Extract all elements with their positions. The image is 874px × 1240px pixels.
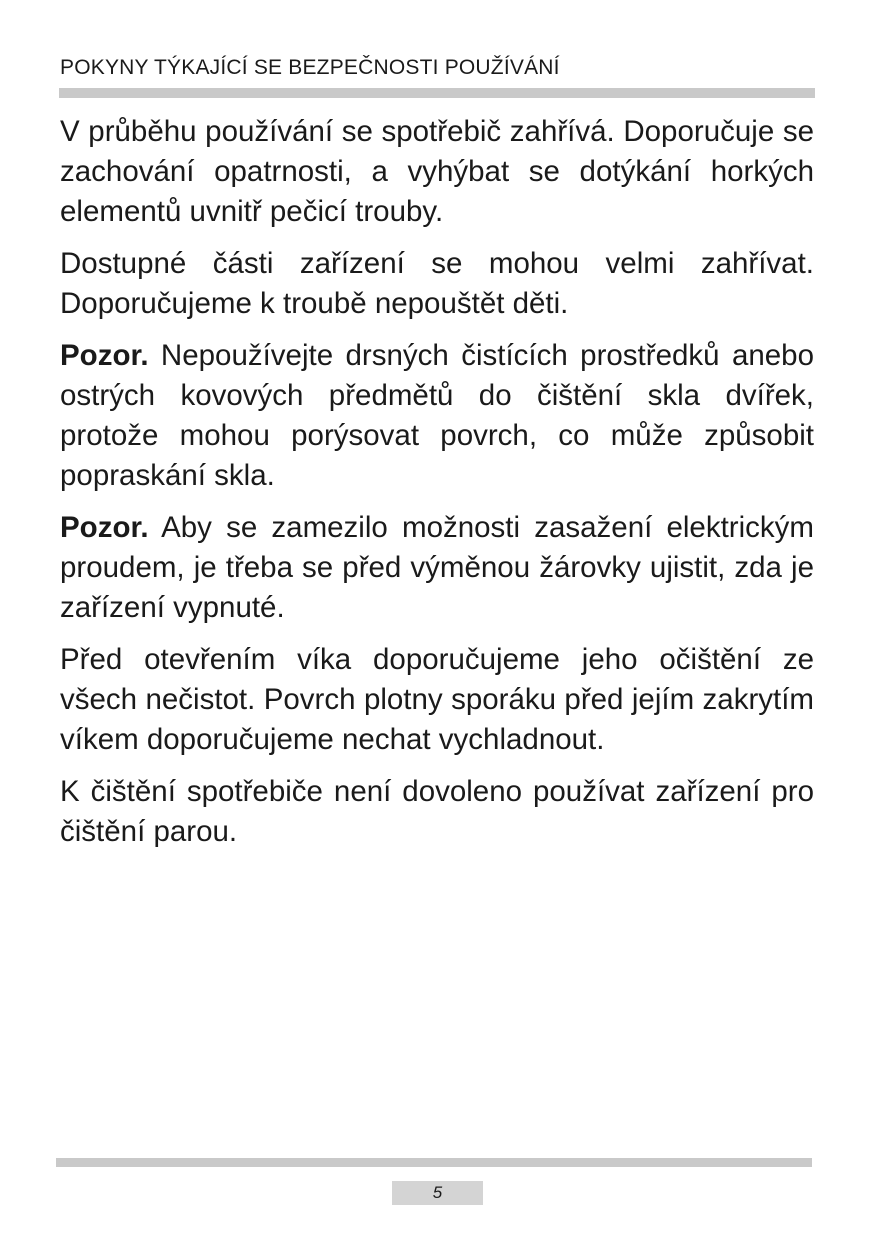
warning-label: Pozor.	[60, 511, 149, 544]
section-title: POKYNY TÝKAJÍCÍ SE BEZPEČNOSTI POUŽÍVÁNÍ	[60, 56, 560, 79]
header-divider	[59, 88, 815, 98]
paragraph-steam-cleaning	[60, 772, 814, 852]
paragraph-text: Nepoužívejte drsných čistících prostředků anebo ostrých kovových předmětů do čištění skla dvířek, protože mohou porýsovat povrch, co může způsobit popraskání skla.	[60, 339, 814, 492]
paragraph-hot-parts	[60, 244, 814, 324]
paragraph-text: V průběhu používání se spotřebič zahřívá. Doporučuje se zachování opatrnosti, a vyhýbat se dotýkání horkých elementů uvnitř pečicí trouby.	[60, 115, 814, 228]
page-number-box	[392, 1181, 483, 1205]
paragraph-electric-warning	[60, 508, 814, 628]
document-body	[60, 112, 814, 864]
paragraph-text: K čištění spotřebiče není dovoleno používat zařízení pro čištění parou.	[60, 775, 814, 848]
footer-divider	[56, 1158, 812, 1167]
paragraph-cleaning-warning	[60, 336, 814, 496]
paragraph-text: Aby se zamezilo možnosti zasažení elektrickým proudem, je třeba se před výměnou žárovky ujistit, zda je zařízení vypnuté.	[60, 511, 814, 624]
paragraph-lid	[60, 640, 814, 760]
page-number: 5	[432, 1183, 443, 1202]
paragraph-heating	[60, 112, 814, 232]
paragraph-text: Před otevřením víka doporučujeme jeho očištění ze všech nečistot. Povrch plotny sporáku před jejím zakrytím víkem doporučujeme nechat vychladnout.	[60, 643, 814, 756]
paragraph-text: Dostupné části zařízení se mohou velmi zahřívat. Doporučujeme k troubě nepouštět děti.	[60, 247, 814, 320]
warning-label: Pozor.	[60, 339, 149, 372]
